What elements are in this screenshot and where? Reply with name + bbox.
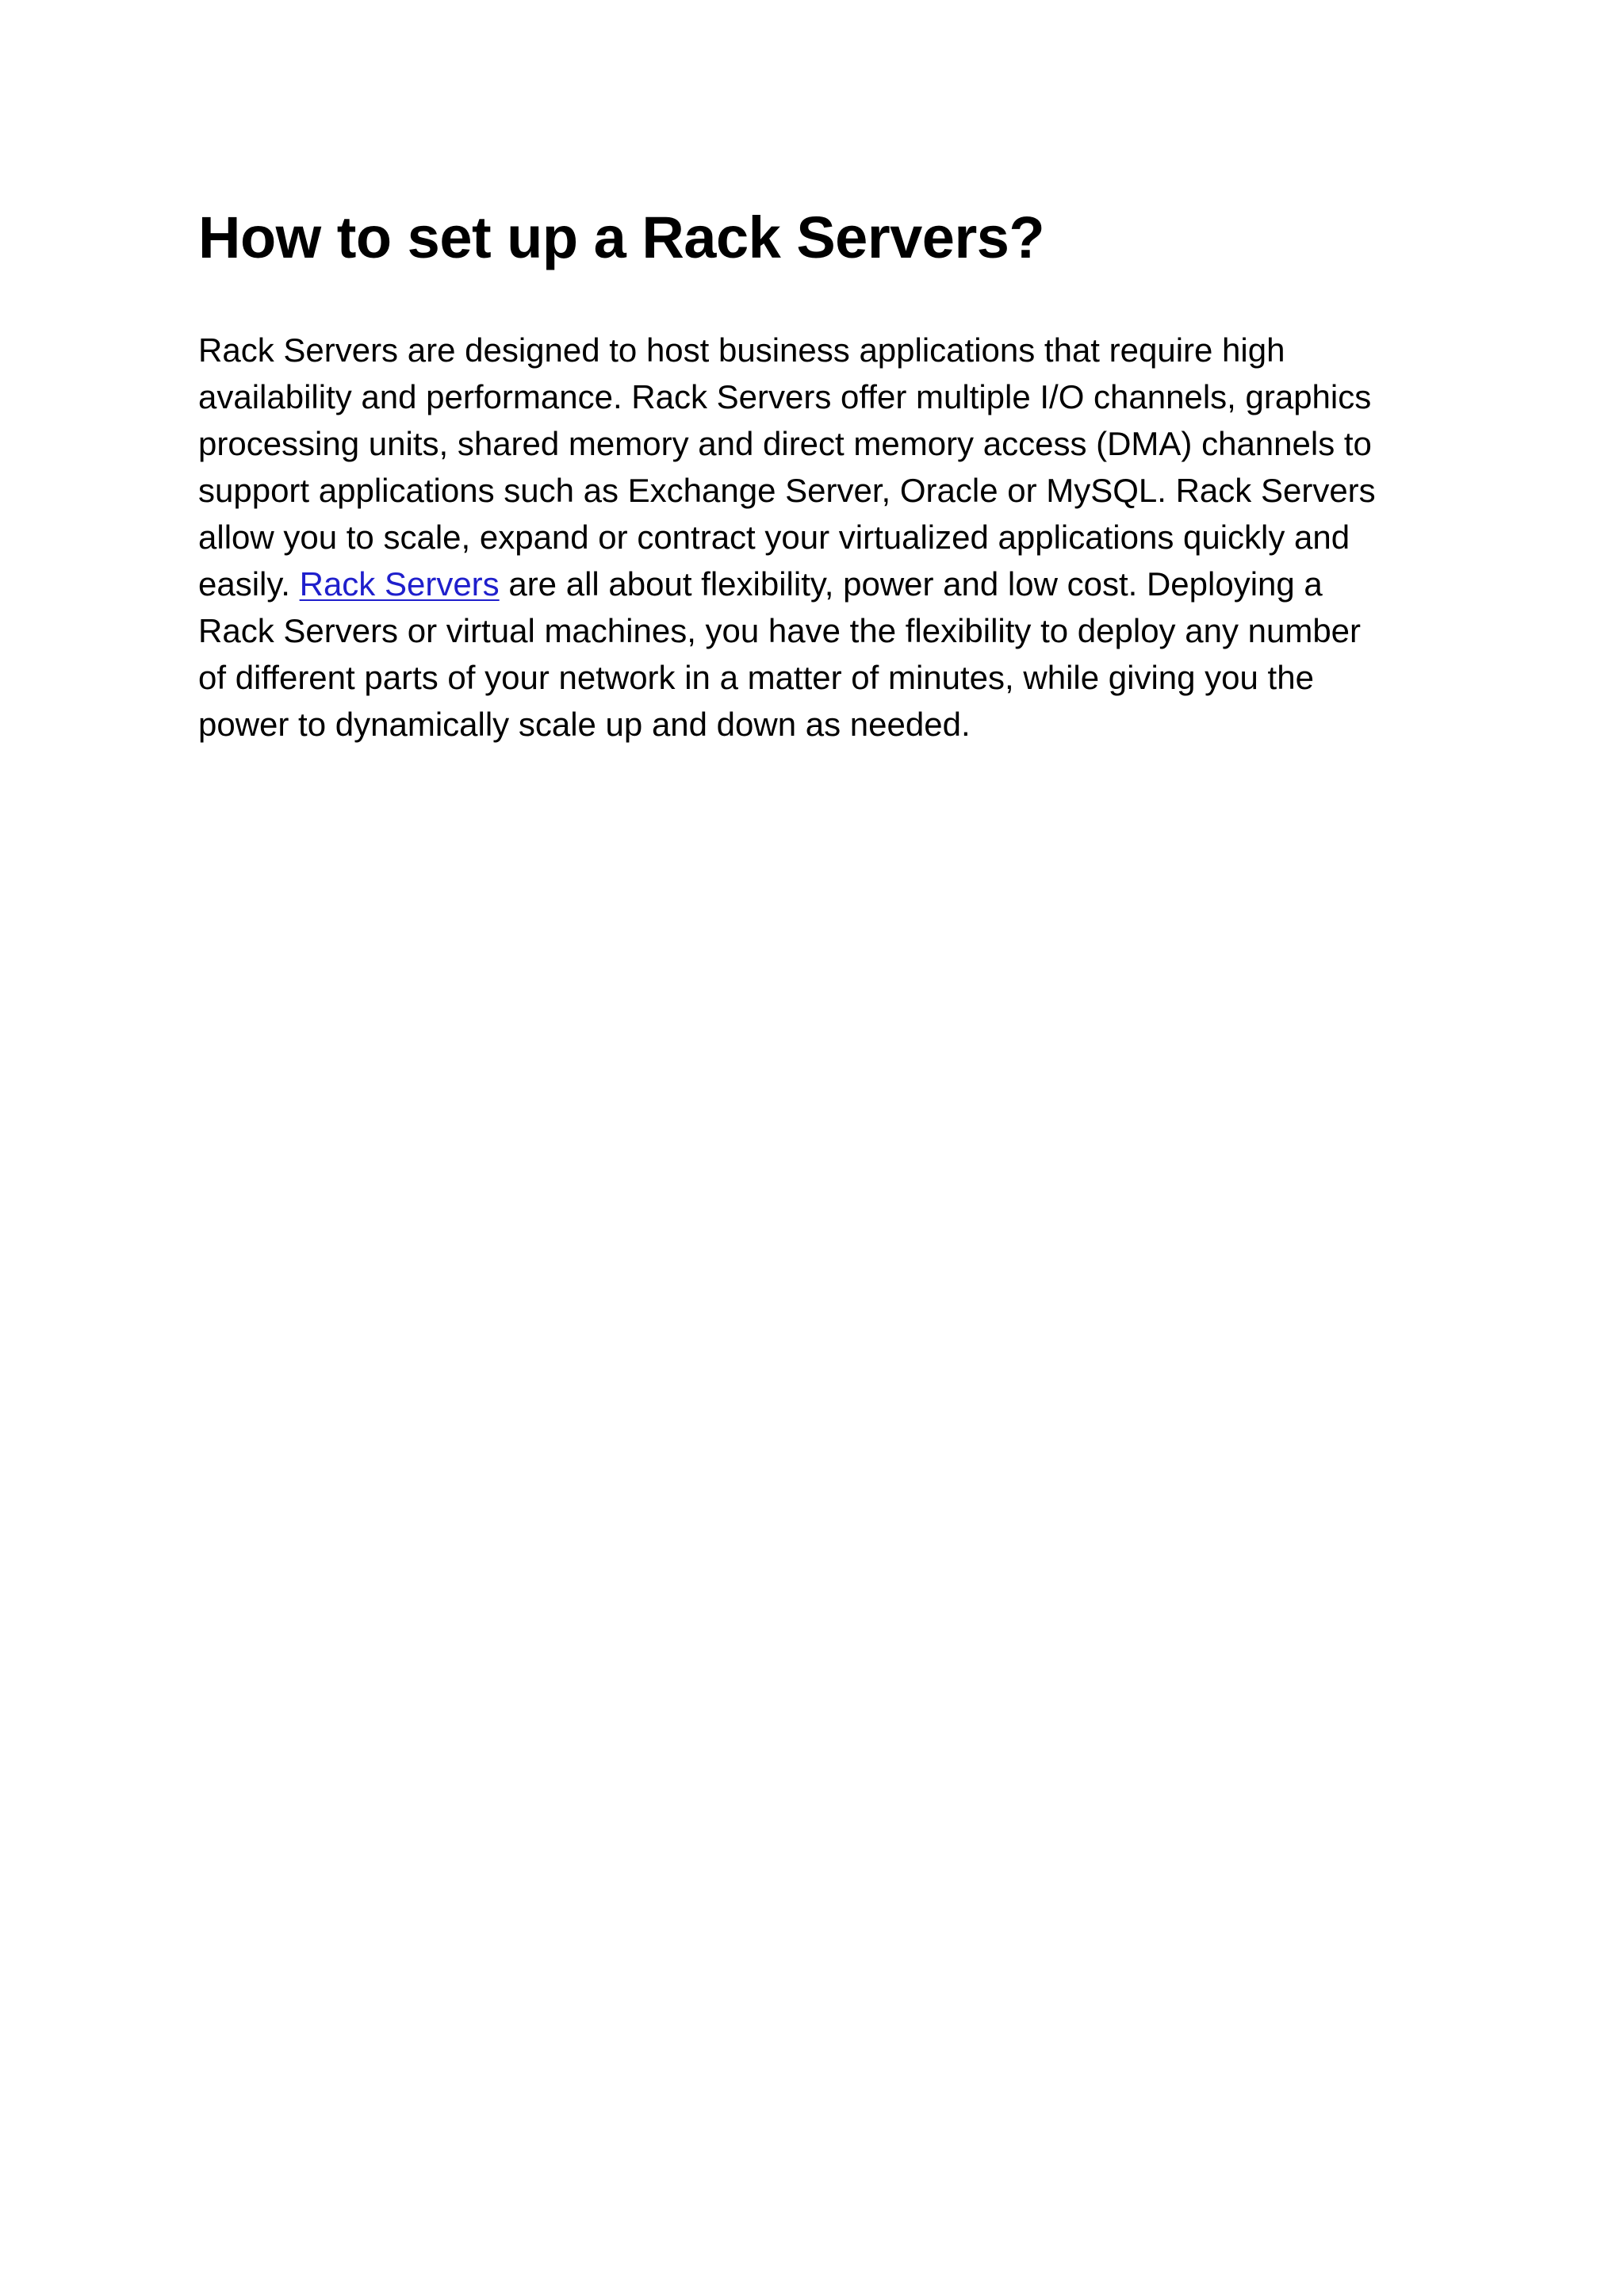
paragraph-line-7: Rack Servers or virtual machines, you have the flexibility to deploy any number (198, 612, 1362, 649)
document-content (198, 198, 1467, 748)
paragraph-line-3: processing units, shared memory and direct memory access (DMA) channels to (198, 425, 1372, 462)
paragraph-line-9: power to dynamically scale up and down as needed. (198, 706, 971, 743)
line-6-lead-text: easily. (198, 565, 300, 603)
page-title: How to set up a Rack Servers? (198, 205, 1045, 270)
paragraph-line-4: support applications such as Exchange Server, Oracle or MySQL. Rack Servers (198, 472, 1376, 509)
paragraph-line-6 (198, 561, 1467, 607)
paragraph-line-8: of different parts of your network in a matter of minutes, while giving you the (198, 659, 1314, 696)
body-paragraph (198, 327, 1467, 748)
line-6-trailing-text: are all about flexibility, power and low cost. Deploying a (499, 565, 1323, 603)
rack-servers-link[interactable]: Rack Servers (299, 565, 500, 603)
paragraph-line-5: allow you to scale, expand or contract your virtualized applications quickly and (198, 519, 1350, 556)
paragraph-line-2: availability and performance. Rack Servers offer multiple I/O channels, graphics (198, 378, 1372, 415)
paragraph-line-1: Rack Servers are designed to host business applications that require high (198, 331, 1285, 369)
